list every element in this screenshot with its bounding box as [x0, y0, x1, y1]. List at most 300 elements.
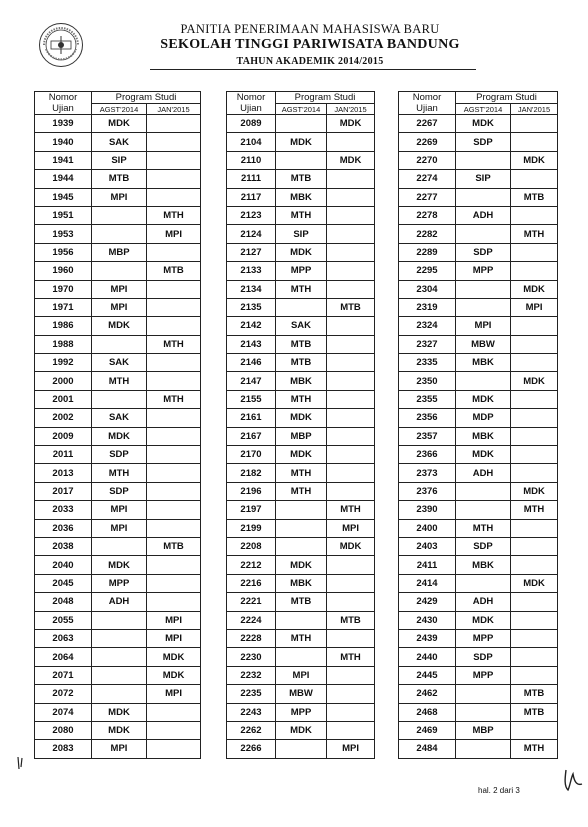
agst-program-cell: MDP [456, 409, 511, 427]
jan-program-cell [511, 629, 558, 647]
table-row [227, 243, 375, 261]
agst-program-cell: MTH [276, 629, 327, 647]
table-row [227, 611, 375, 629]
jan-program-cell: MTB [511, 685, 558, 703]
table-row [35, 519, 201, 537]
results-table-2 [226, 91, 375, 759]
jan-program-cell [327, 629, 375, 647]
jan-program-cell [147, 593, 201, 611]
agst-program-cell: SDP [456, 133, 511, 151]
table-body [227, 92, 375, 759]
table-row [35, 151, 201, 169]
jan-program-cell [327, 464, 375, 482]
table-row [35, 721, 201, 739]
jan-program-cell [327, 170, 375, 188]
table-row [399, 685, 558, 703]
agst-program-cell [456, 574, 511, 592]
table-row [399, 188, 558, 206]
exam-number-cell: 1944 [35, 170, 92, 188]
agst-program-cell: MPI [456, 317, 511, 335]
exam-number-cell: 2439 [399, 629, 456, 647]
exam-number-cell: 2199 [227, 519, 276, 537]
exam-number-cell: 2216 [227, 574, 276, 592]
agst-program-cell: MBW [276, 685, 327, 703]
exam-number-cell: 2000 [35, 372, 92, 390]
table-row [227, 703, 375, 721]
agst-program-cell [456, 482, 511, 500]
jan-program-cell [327, 206, 375, 224]
agst-program-cell [92, 262, 147, 280]
agst-program-cell: MPI [92, 188, 147, 206]
school-title: SEKOLAH TINGGI PARIWISATA BANDUNG [160, 37, 460, 52]
table-row [35, 409, 201, 427]
jan-program-cell [147, 446, 201, 464]
jan-program-cell: MTB [511, 703, 558, 721]
jan-program-cell: MTH [327, 648, 375, 666]
jan-program-cell [327, 390, 375, 408]
exam-number-cell: 2001 [35, 390, 92, 408]
agst-program-cell: SDP [92, 446, 147, 464]
table-body [399, 92, 558, 759]
agst-program-cell: SDP [456, 537, 511, 555]
agst-program-cell: MPP [92, 574, 147, 592]
table-row [399, 482, 558, 500]
results-table-3 [398, 91, 558, 759]
jan-program-cell: MTB [511, 188, 558, 206]
table-row [399, 225, 558, 243]
exam-number-cell: 2048 [35, 593, 92, 611]
agst-program-cell: MDK [92, 115, 147, 133]
table-row [399, 703, 558, 721]
jan-program-cell: MDK [327, 115, 375, 133]
agst-program-cell: MTH [92, 372, 147, 390]
exam-number-cell: 2038 [35, 537, 92, 555]
agst-program-cell: SAK [92, 354, 147, 372]
table-row [227, 482, 375, 500]
exam-number-cell: 2468 [399, 703, 456, 721]
agst-program-cell: MBK [276, 372, 327, 390]
agst-program-cell: MDK [456, 611, 511, 629]
jan-program-cell: MTH [511, 501, 558, 519]
exam-number-cell: 2135 [227, 298, 276, 316]
jan-program-cell: MTH [511, 225, 558, 243]
jan-program-cell [327, 556, 375, 574]
agst-program-cell [276, 740, 327, 758]
table-row [399, 629, 558, 647]
exam-number-cell: 2045 [35, 574, 92, 592]
exam-number-cell: 2411 [399, 556, 456, 574]
jan-program-cell [327, 703, 375, 721]
exam-number-cell: 2143 [227, 335, 276, 353]
table-row [35, 464, 201, 482]
agst-program-cell: SIP [92, 151, 147, 169]
exam-number-cell: 2445 [399, 666, 456, 684]
agst-program-cell: MDK [276, 243, 327, 261]
table-row [227, 629, 375, 647]
exam-number-cell: 2373 [399, 464, 456, 482]
table-row [35, 280, 201, 298]
table-row [35, 170, 201, 188]
jan-program-cell [511, 519, 558, 537]
jan-program-cell: MPI [327, 519, 375, 537]
agst-program-cell: MDK [276, 133, 327, 151]
table-row [227, 464, 375, 482]
exam-number-cell: 2440 [399, 648, 456, 666]
jan-program-cell [147, 133, 201, 151]
exam-number-cell: 2011 [35, 446, 92, 464]
exam-number-cell: 2230 [227, 648, 276, 666]
agst-program-cell: MPI [92, 280, 147, 298]
handwritten-mark-left [16, 755, 26, 771]
exam-number-cell: 2089 [227, 115, 276, 133]
table-row [35, 317, 201, 335]
jan-program-cell: MTH [147, 335, 201, 353]
agst-program-cell: MTH [456, 519, 511, 537]
jan-program-cell [511, 593, 558, 611]
jan-program-cell [147, 409, 201, 427]
exam-number-cell: 2147 [227, 372, 276, 390]
agst-program-cell [456, 703, 511, 721]
agst-program-cell: MBK [456, 427, 511, 445]
table-row [35, 482, 201, 500]
agst-program-cell: MTB [276, 593, 327, 611]
exam-number-cell: 2134 [227, 280, 276, 298]
table-row [35, 115, 201, 133]
table-row [399, 556, 558, 574]
agst-program-cell [456, 501, 511, 519]
agst-program-cell [456, 298, 511, 316]
exam-number-cell: 2289 [399, 243, 456, 261]
table-row [399, 427, 558, 445]
table-row [35, 685, 201, 703]
header-nomor-ujian: Nomor Ujian [35, 92, 92, 115]
table-row [35, 666, 201, 684]
agst-program-cell: SAK [92, 133, 147, 151]
table-row [399, 354, 558, 372]
exam-number-cell: 2400 [399, 519, 456, 537]
exam-number-cell: 2267 [399, 115, 456, 133]
exam-number-cell: 1960 [35, 262, 92, 280]
agst-program-cell: MPI [92, 519, 147, 537]
jan-program-cell [147, 574, 201, 592]
agst-program-cell [456, 372, 511, 390]
exam-number-cell: 2469 [399, 721, 456, 739]
agst-program-cell [92, 666, 147, 684]
agst-program-cell [456, 225, 511, 243]
table-row [399, 151, 558, 169]
jan-program-cell [147, 464, 201, 482]
agst-program-cell: MTH [276, 464, 327, 482]
exam-number-cell: 2072 [35, 685, 92, 703]
agst-program-cell: MPP [456, 666, 511, 684]
exam-number-cell: 2429 [399, 593, 456, 611]
exam-number-cell: 1953 [35, 225, 92, 243]
jan-program-cell [511, 556, 558, 574]
table-row [35, 372, 201, 390]
committee-title: PANITIA PENERIMAAN MAHASISWA BARU [180, 22, 440, 36]
table-row [35, 593, 201, 611]
jan-program-cell: MTH [147, 390, 201, 408]
jan-program-cell [511, 464, 558, 482]
table-row [399, 721, 558, 739]
jan-program-cell [327, 446, 375, 464]
agst-program-cell [92, 537, 147, 555]
table-row [399, 574, 558, 592]
agst-program-cell: MDK [92, 427, 147, 445]
jan-program-cell: MDK [511, 280, 558, 298]
agst-program-cell: MBP [92, 243, 147, 261]
table-row [227, 446, 375, 464]
exam-number-cell: 2269 [399, 133, 456, 151]
jan-program-cell [147, 280, 201, 298]
table-row [227, 574, 375, 592]
jan-program-cell [327, 685, 375, 703]
exam-number-cell: 1970 [35, 280, 92, 298]
exam-number-cell: 2110 [227, 151, 276, 169]
table-row [35, 354, 201, 372]
table-row [399, 372, 558, 390]
handwritten-initial-icon [562, 768, 584, 794]
exam-number-cell: 2350 [399, 372, 456, 390]
exam-number-cell: 2390 [399, 501, 456, 519]
agst-program-cell: SDP [456, 243, 511, 261]
table-row [399, 740, 558, 758]
jan-program-cell: MPI [327, 740, 375, 758]
jan-program-cell [327, 666, 375, 684]
table-row [227, 335, 375, 353]
jan-program-cell [147, 188, 201, 206]
exam-number-cell: 2040 [35, 556, 92, 574]
exam-number-cell: 1939 [35, 115, 92, 133]
agst-program-cell [92, 611, 147, 629]
exam-number-cell: 2224 [227, 611, 276, 629]
table-row [227, 354, 375, 372]
academic-year: TAHUN AKADEMIK 2014/2015 [236, 56, 384, 67]
agst-program-cell [276, 298, 327, 316]
table-row [399, 243, 558, 261]
agst-program-cell [92, 225, 147, 243]
jan-program-cell [511, 648, 558, 666]
table-row [227, 501, 375, 519]
jan-program-cell: MDK [147, 666, 201, 684]
table-row [227, 427, 375, 445]
exam-number-cell: 1945 [35, 188, 92, 206]
table-row [35, 262, 201, 280]
jan-program-cell [327, 409, 375, 427]
agst-program-cell: ADH [92, 593, 147, 611]
agst-program-cell: MDK [456, 390, 511, 408]
agst-program-cell [92, 390, 147, 408]
jan-program-cell [327, 280, 375, 298]
jan-program-cell [327, 721, 375, 739]
exam-number-cell: 2335 [399, 354, 456, 372]
table-row [227, 372, 375, 390]
table-row [227, 115, 375, 133]
jan-program-cell [327, 317, 375, 335]
table-row [35, 574, 201, 592]
jan-program-cell [327, 574, 375, 592]
table-row [227, 685, 375, 703]
exam-number-cell: 2356 [399, 409, 456, 427]
exam-number-cell: 2278 [399, 206, 456, 224]
jan-program-cell: MPI [147, 611, 201, 629]
institution-logo [38, 22, 84, 68]
table-row [227, 556, 375, 574]
table-row [35, 740, 201, 758]
jan-program-cell [327, 482, 375, 500]
agst-program-cell: MDK [92, 703, 147, 721]
exam-number-cell: 2133 [227, 262, 276, 280]
jan-program-cell [511, 317, 558, 335]
table-row [399, 501, 558, 519]
table-row [35, 298, 201, 316]
agst-program-cell: MTH [92, 464, 147, 482]
exam-number-cell: 2430 [399, 611, 456, 629]
jan-program-cell [147, 740, 201, 758]
jan-program-cell [327, 188, 375, 206]
table-row [227, 537, 375, 555]
agst-program-cell [276, 501, 327, 519]
exam-number-cell: 2146 [227, 354, 276, 372]
exam-number-cell: 2009 [35, 427, 92, 445]
jan-program-cell [327, 225, 375, 243]
table-body [35, 92, 201, 759]
exam-number-cell: 2167 [227, 427, 276, 445]
table-row [35, 501, 201, 519]
exam-number-cell: 2462 [399, 685, 456, 703]
exam-number-cell: 2063 [35, 629, 92, 647]
jan-program-cell: MDK [511, 482, 558, 500]
exam-number-cell: 2182 [227, 464, 276, 482]
jan-program-cell [511, 409, 558, 427]
agst-program-cell: MPI [92, 501, 147, 519]
jan-program-cell: MDK [511, 151, 558, 169]
agst-program-cell: MTB [276, 335, 327, 353]
exam-number-cell: 2295 [399, 262, 456, 280]
exam-number-cell: 2228 [227, 629, 276, 647]
jan-program-cell: MPI [511, 298, 558, 316]
jan-program-cell [511, 611, 558, 629]
exam-number-cell: 1986 [35, 317, 92, 335]
agst-program-cell: MBW [456, 335, 511, 353]
exam-number-cell: 1988 [35, 335, 92, 353]
exam-number-cell: 2017 [35, 482, 92, 500]
agst-program-cell: MDK [456, 446, 511, 464]
table-row [399, 262, 558, 280]
table-row [227, 317, 375, 335]
exam-number-cell: 2282 [399, 225, 456, 243]
exam-number-cell: 2155 [227, 390, 276, 408]
agst-program-cell: MTB [276, 354, 327, 372]
jan-program-cell: MDK [511, 372, 558, 390]
jan-program-cell: MTB [147, 537, 201, 555]
exam-number-cell: 2403 [399, 537, 456, 555]
agst-program-cell [276, 611, 327, 629]
table-row [227, 390, 375, 408]
exam-number-cell: 2055 [35, 611, 92, 629]
table-row [35, 390, 201, 408]
jan-program-cell: MTB [327, 611, 375, 629]
header-agst: AGST'2014 [92, 104, 147, 115]
header-jan: JAN'2015 [327, 104, 375, 115]
table-row [35, 206, 201, 224]
agst-program-cell: ADH [456, 593, 511, 611]
jan-program-cell [511, 354, 558, 372]
jan-program-cell [511, 666, 558, 684]
table-row [399, 206, 558, 224]
table-row [227, 409, 375, 427]
exam-number-cell: 2376 [399, 482, 456, 500]
exam-number-cell: 2161 [227, 409, 276, 427]
agst-program-cell [92, 335, 147, 353]
table-row [35, 703, 201, 721]
table-row [399, 335, 558, 353]
agst-program-cell [456, 685, 511, 703]
agst-program-cell: MTB [92, 170, 147, 188]
exam-number-cell: 2074 [35, 703, 92, 721]
jan-program-cell [511, 721, 558, 739]
exam-number-cell: 2355 [399, 390, 456, 408]
jan-program-cell [327, 133, 375, 151]
table-row [35, 243, 201, 261]
table-row [35, 225, 201, 243]
jan-program-cell [147, 482, 201, 500]
agst-program-cell: MDK [456, 115, 511, 133]
agst-program-cell [276, 151, 327, 169]
jan-program-cell [147, 151, 201, 169]
jan-program-cell: MDK [327, 537, 375, 555]
exam-number-cell: 2319 [399, 298, 456, 316]
agst-program-cell [92, 648, 147, 666]
table-row [399, 648, 558, 666]
exam-number-cell: 2197 [227, 501, 276, 519]
table-row [227, 666, 375, 684]
exam-number-cell: 2221 [227, 593, 276, 611]
exam-number-cell: 2232 [227, 666, 276, 684]
exam-number-cell: 2104 [227, 133, 276, 151]
agst-program-cell: ADH [456, 206, 511, 224]
jan-program-cell [147, 556, 201, 574]
exam-number-cell: 2414 [399, 574, 456, 592]
table-row [227, 740, 375, 758]
exam-number-cell: 2071 [35, 666, 92, 684]
agst-program-cell [456, 280, 511, 298]
results-table-1 [34, 91, 201, 759]
jan-program-cell [511, 446, 558, 464]
exam-number-cell: 2064 [35, 648, 92, 666]
agst-program-cell: SAK [92, 409, 147, 427]
exam-number-cell: 2170 [227, 446, 276, 464]
jan-program-cell [511, 537, 558, 555]
agst-program-cell: SIP [456, 170, 511, 188]
agst-program-cell: MPI [92, 740, 147, 758]
header-divider [150, 69, 476, 70]
exam-number-cell: 2262 [227, 721, 276, 739]
header-program-studi: Program Studi [92, 92, 201, 104]
agst-program-cell: MDK [276, 721, 327, 739]
agst-program-cell: ADH [456, 464, 511, 482]
exam-number-cell: 2117 [227, 188, 276, 206]
jan-program-cell: MPI [147, 225, 201, 243]
exam-number-cell: 2142 [227, 317, 276, 335]
table-row [35, 427, 201, 445]
table-row [399, 133, 558, 151]
agst-program-cell: MBK [456, 354, 511, 372]
jan-program-cell [511, 115, 558, 133]
page-number: hal. 2 dari 3 [478, 786, 520, 795]
exam-number-cell: 2243 [227, 703, 276, 721]
agst-program-cell [92, 206, 147, 224]
